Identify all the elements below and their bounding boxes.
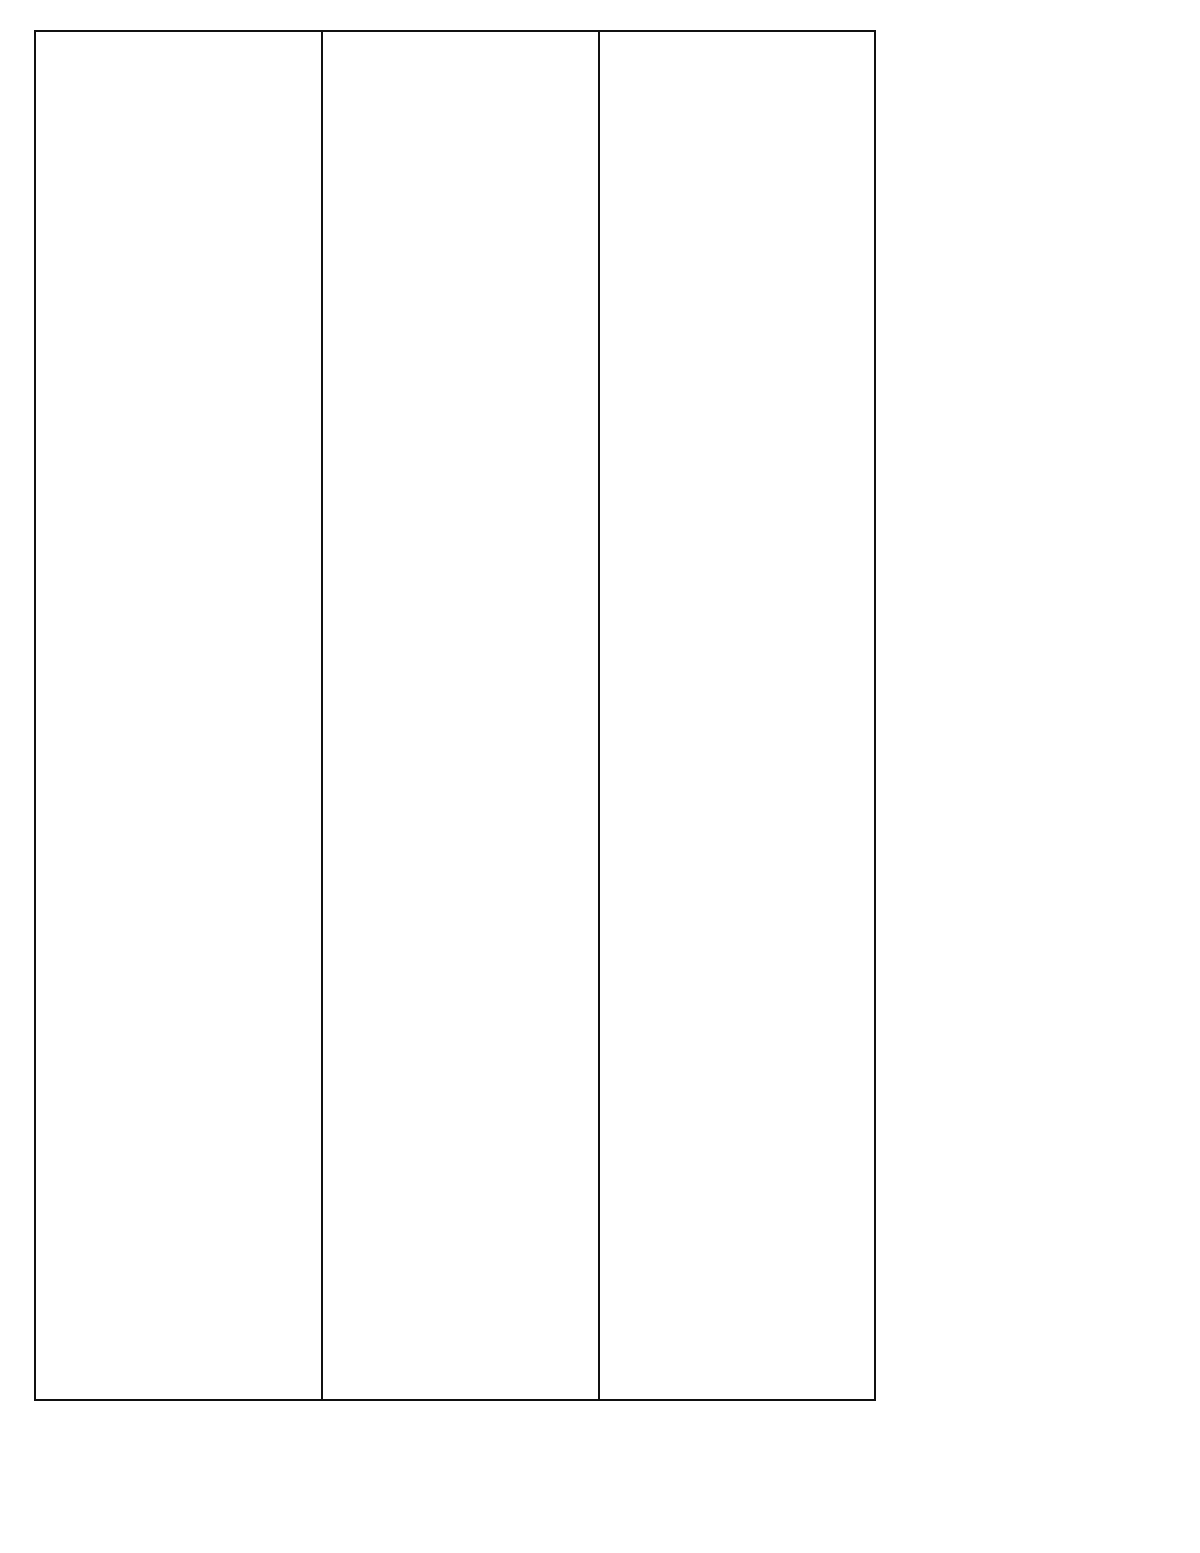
table-frame (34, 30, 876, 1401)
column-divider-1 (321, 30, 323, 1401)
column-divider-2 (598, 30, 600, 1401)
